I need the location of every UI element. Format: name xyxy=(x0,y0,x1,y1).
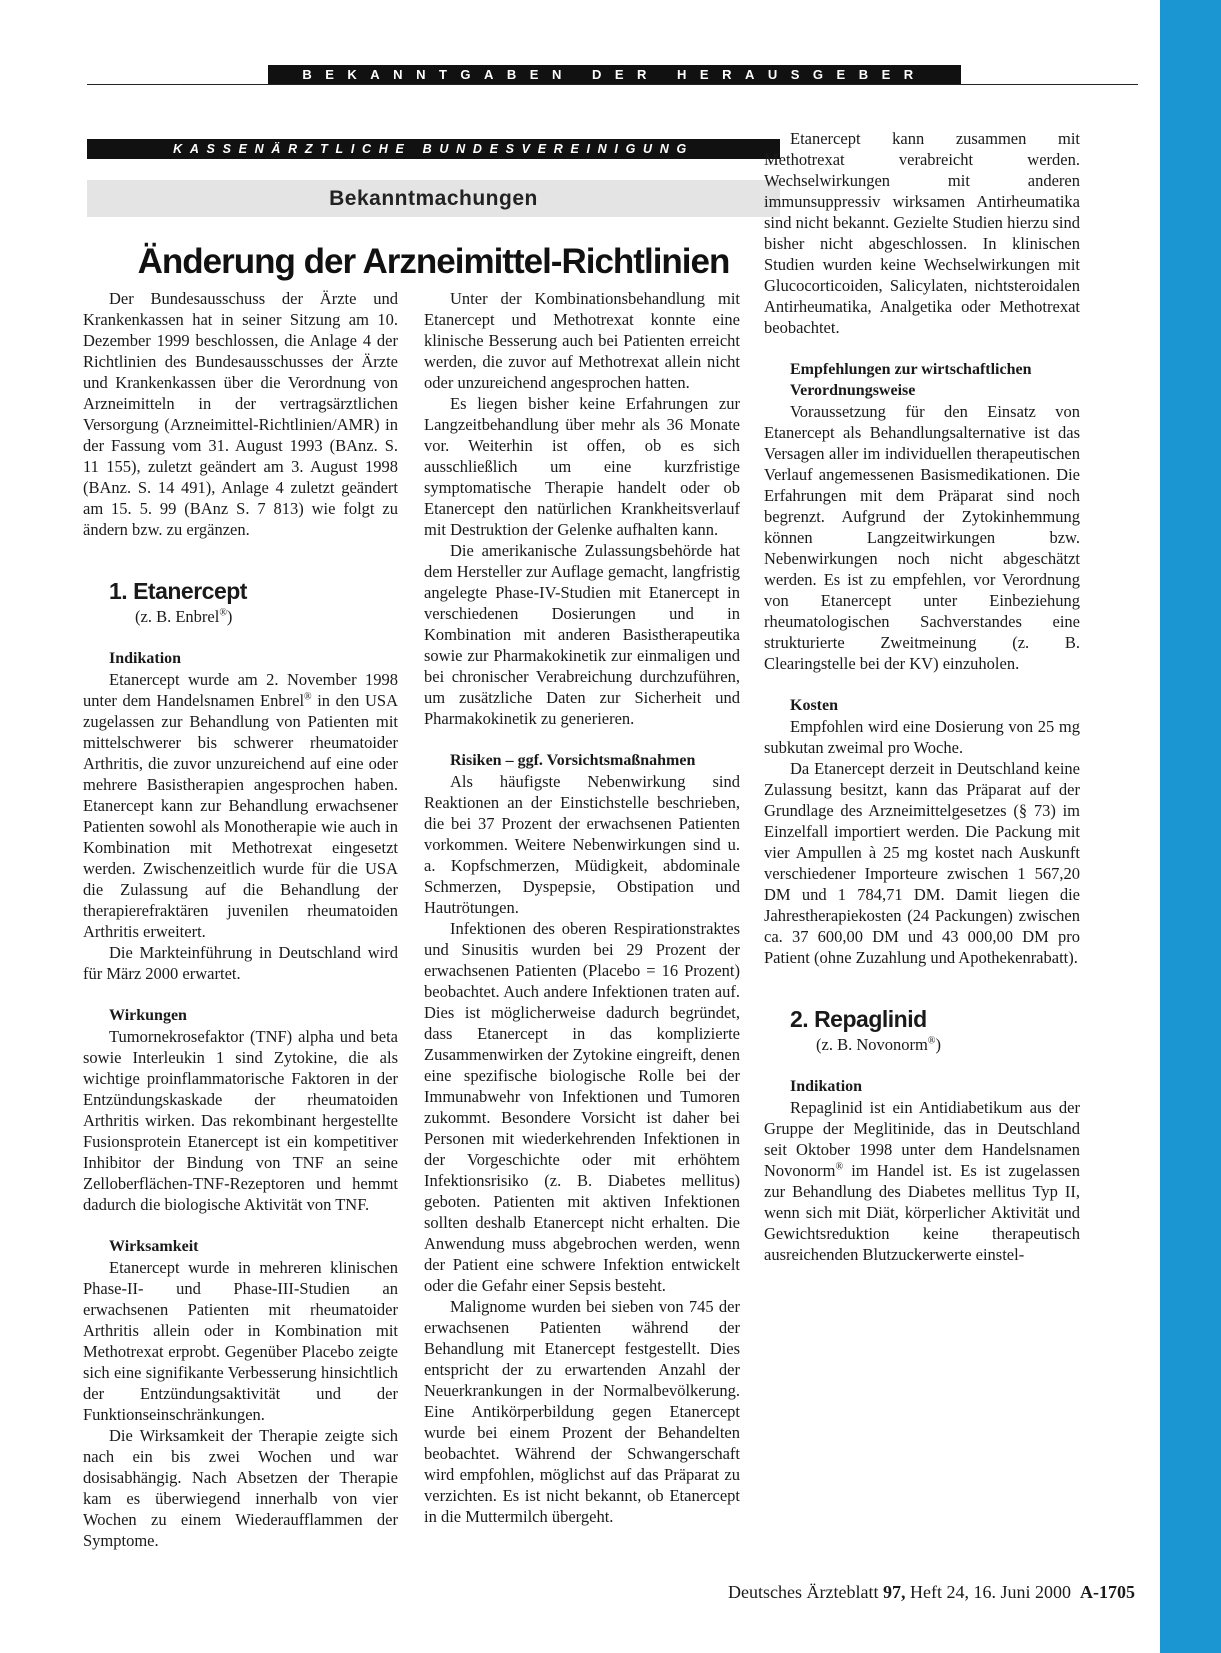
paragraph: Unter der Kombinationsbehandlung mit Etanercept und Methotrexat konnte eine klinische Besserung auch bei Patienten erreicht werden, die zuvor auf Methotrexat allein nicht oder unzureichend angesprochen hatten. xyxy=(424,289,740,392)
section-banner: BEKANNTGABEN DER HERAUSGEBER xyxy=(268,65,961,84)
paragraph: Es liegen bisher keine Erfahrungen zur Langzeitbehandlung über mehr als 36 Monate vor. Weiterhin ist offen, ob es sich ausschließlich um eine kurzfristige symptomatische Therapie handelt oder ob Etanercept den natürlichen Krankheitsverlauf mit Destruktion der Gelenke aufhalten kann. xyxy=(424,394,740,539)
organization-bar: KASSENÄRZTLICHE BUNDESVEREINIGUNG xyxy=(87,139,780,159)
intro-paragraph: Der Bundesausschuss der Ärzte und Krankenkassen hat in seiner Sitzung am 10. Dezember 1999 beschlossen, die Anlage 4 der Richtlinien des Bundesausschusses der Ärzte und Krankenkassen über die Verordnung von Arzneimitteln in der vertragsärztlichen Versorgung (Arzneimittel-Richtlinien/AMR) in der Fassung vom 31. August 1993 (BAnz. S. 11 155), zuletzt geändert am 3. August 1998 (BAnz. S. 14 491), Anlage 4 zuletzt geändert am 15. 5. 99 (BAnz S. 7 813) wie folgt zu ändern bzw. zu ergänzen. xyxy=(83,289,398,539)
column-2 xyxy=(424,288,740,1527)
subheading-risiken: Risiken – ggf. Vorsichtsmaßnahmen xyxy=(450,752,696,769)
section-title-repaglinid: 2. Repaglinid xyxy=(790,1006,927,1032)
paragraph: Die Markteinführung in Deutschland wird für März 2000 erwartet. xyxy=(83,943,398,983)
paragraph: Etanercept wurde in mehreren klinischen Phase-II- und Phase-III-Studien an erwachsenen Patienten mit rheumatoider Arthritis allein oder in Kombination mit Methotrexat erprobt. Gegenüber Placebo zeigte sich eine signifikante Verbesserung hinsichtlich der Entzündungsaktivität und der Funktionseinschränkungen. xyxy=(83,1258,398,1424)
paragraph: Als häufigste Nebenwirkung sind Reaktionen an der Einstichstelle beschrieben, die bei 37 Prozent der erwachsenen Patienten vorkommen. Weitere Nebenwirkungen sind u. a. Kopfschmerzen, Müdigkeit, abdominale Schmerzen, Dyspepsie, Obstipation und Hautrötungen. xyxy=(424,772,740,917)
paragraph: Etanercept kann zusammen mit Methotrexat verabreicht werden. Wechselwirkungen mit anderen immunsuppressiv wirksamen Antirheumatika sind nicht bekannt. Gezielte Studien hierzu sind bisher nicht abgeschlossen. In klinischen Studien wurden keine Wechselwirkungen mit Glucocorticoiden, Salicylaten, nichtsteroidalen Antirheumatika, Analgetika oder Methotrexat beobachtet. xyxy=(764,129,1080,337)
issue-date: Heft 24, 16. Juni 2000 xyxy=(910,1582,1071,1602)
paragraph: Empfohlen wird eine Dosierung von 25 mg subkutan zweimal pro Woche. xyxy=(764,717,1080,757)
section-title-etanercept: 1. Etanercept xyxy=(109,578,247,604)
subheading-wirksamkeit: Wirksamkeit xyxy=(109,1238,199,1255)
paragraph: Tumornekrosefaktor (TNF) alpha und beta sowie Interleukin 1 sind Zytokine, die als wichtige proinflammatorische Faktoren in der Entzündungskaskade der rheumatoiden Arthritis wirken. Das rekombinant hergestellte Fusionsprotein Etanercept ist ein kompetitiver Inhibitor der Bindung von TNF an seine Zelloberflächen-TNF-Rezeptoren und hemmt dadurch die biologische Aktivität von TNF. xyxy=(83,1027,398,1214)
subheading-indikation: Indikation xyxy=(109,650,182,667)
subheading-empfehlungen: Empfehlungen zur wirtschaftlichen Verordnungsweise xyxy=(790,361,1032,399)
subheading-indikation: Indikation xyxy=(790,1078,863,1095)
paragraph: Etanercept wurde am 2. November 1998 unter dem Handelsnamen Enbrel® in den USA zugelassen zur Behandlung von Patienten mit mittelschwerer bis schwerer rheumatoider Arthritis, die zuvor unzureichend auf eine oder mehrere Basistherapien angesprochen haben. Etanercept kann zur Behandlung erwachsener Patienten sowohl als Monotherapie wie auch in Kombination mit Methotrexat eingesetzt werden. Zwischenzeitlich wurde für die USA die Zulassung auf die Behandlung der therapierefraktären juvenilen rheumatoiden Arthritis erweitert. xyxy=(83,670,398,941)
category-bar: Bekanntmachungen xyxy=(87,180,780,217)
side-color-band xyxy=(1160,0,1221,1653)
brand-note: (z. B. Novonorm®) xyxy=(816,1035,941,1054)
paragraph: Die Wirksamkeit der Therapie zeigte sich nach ein bis zwei Wochen und war dosisabhängig. Nach Absetzen der Therapie kam es überwiegend innerhalb von vier Wochen zu einem Wiederaufflammen der Symptome. xyxy=(83,1426,398,1550)
journal-name: Deutsches Ärzteblatt xyxy=(728,1582,879,1602)
paragraph: Malignome wurden bei sieben von 745 der erwachsenen Patienten während der Behandlung mit Etanercept festgestellt. Dies entspricht der zu erwartenden Anzahl der Neuerkrankungen in der Normalbevölkerung. Eine Antikörperbildung gegen Etanercept wurde bei einem Prozent der Behandelten beobachtet. Während der Schwangerschaft wird empfohlen, möglichst auf das Präparat zu verzichten. Es ist nicht bekannt, ob Etanercept in die Muttermilch übergeht. xyxy=(424,1297,740,1526)
subheading-wirkungen: Wirkungen xyxy=(109,1007,187,1024)
paragraph: Die amerikanische Zulassungsbehörde hat dem Hersteller zur Auflage gemacht, langfristig angelegte Phase-IV-Studien mit Etanercept in verschiedenen Dosierungen und in Kombination mit anderen Basistherapeutika sowie zur Pharmakokinetik zur einmaligen und bei chronischer Verabreichung durchzuführen, um zusätzliche Daten zur Sicherheit und Pharmakokinetik zu generieren. xyxy=(424,541,740,728)
paragraph: Da Etanercept derzeit in Deutschland keine Zulassung besitzt, kann das Präparat auf der Grundlage des Arzneimittelgesetzes (§ 73) im Einzelfall importiert werden. Die Packung mit vier Ampullen à 25 mg kostet nach Auskunft verschiedener Importeure zwischen 1 567,20 DM und 1 784,71 DM. Damit liegen die Jahrestherapiekosten (24 Packungen) zwischen ca. 37 600,00 DM und 43 000,00 DM pro Patient (ohne Zuzahlung und Apothekenrabatt). xyxy=(764,759,1080,967)
column-1 xyxy=(83,288,398,1551)
subheading-kosten: Kosten xyxy=(790,697,838,714)
page-footer xyxy=(728,1580,1135,1604)
article-title: Änderung der Arzneimittel-Richtlinien xyxy=(137,242,730,281)
column-3 xyxy=(764,128,1080,1265)
header-rule xyxy=(87,84,1138,85)
page-number: A-1705 xyxy=(1080,1582,1135,1602)
paragraph: Repaglinid ist ein Antidiabetikum aus der Gruppe der Meglitinide, das in Deutschland seit Oktober 1998 unter dem Handelsnamen Novonorm® im Handel ist. Es ist zugelassen zur Behandlung des Diabetes mellitus Typ II, wenn sich mit Diät, körperlicher Aktivität und Gewichtsreduktion keine therapeutisch ausreichenden Blutzuckerwerte einstel- xyxy=(764,1098,1080,1264)
paragraph: Voraussetzung für den Einsatz von Etanercept als Behandlungsalternative ist das Versagen aller im individuellen therapeutischen Verlauf angemessenen Basismedikationen. Die Erfahrungen mit dem Präparat sind noch begrenzt. Aufgrund der Zytokinhemmung können Langzeitwirkungen bzw. Nebenwirkungen noch nicht abgeschätzt werden. Es ist zu empfehlen, vor Verordnung von Etanercept unter Einbeziehung rheumatologischen Sachverstandes eine strukturierte Zweitmeinung (z. B. Clearingstelle bei der KV) einzuholen. xyxy=(764,402,1080,673)
brand-note: (z. B. Enbrel®) xyxy=(135,607,233,626)
journal-volume: 97, xyxy=(883,1582,906,1602)
paragraph: Infektionen des oberen Respirationstraktes und Sinusitis wurden bei 29 Prozent der erwachsenen Patienten (Placebo = 16 Prozent) beobachtet. Auch andere Infektionen traten auf. Dies ist möglicherweise dadurch begründet, dass Etanercept in das komplizierte Zusammenwirken der Zytokine eingreift, denen eine spezifische biologische Rolle bei der Immunabwehr von Infektionen und Tumoren zukommt. Besondere Vorsicht ist daher bei Personen mit wiederkehrenden Infektionen in der Vorgeschichte oder mit erhöhtem Infektionsrisiko (z. B. Diabetes mellitus) geboten. Patienten mit aktiven Infektionen sollten deshalb Etanercept nicht erhalten. Die Anwendung muss abgebrochen werden, wenn der Patient eine schwere Infektion entwickelt oder die Gefahr einer Sepsis besteht. xyxy=(424,919,740,1295)
